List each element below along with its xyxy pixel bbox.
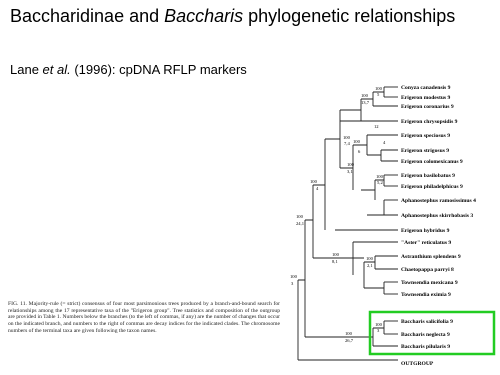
taxon-label: Astranthium splendens 9 xyxy=(401,254,461,260)
support-value: 100 xyxy=(310,179,317,184)
taxon-label: Conyza canadensis 9 xyxy=(401,85,451,91)
taxon-label: Erigeron modestus 9 xyxy=(401,95,451,101)
support-value: 3 xyxy=(377,328,380,333)
slide-subtitle-italic: et al. xyxy=(42,62,71,77)
taxon-label: Baccharis pilularis 9 xyxy=(401,344,451,350)
taxon-label: OUTGROUP xyxy=(401,361,434,367)
taxon-label: Townsendia mexicana 9 xyxy=(401,280,458,286)
tree-clade xyxy=(340,242,384,294)
support-value: 100 xyxy=(353,139,360,144)
figure-caption: FIG. 11. Majority-rule (= strict) consensus of four most parsimonious trees produced by a branch-and-bound search for relationships among the 17 representative taxa of the "Erigeron group". Tree statistics and composition of the outgroup are provided in Table 1. Numbers below the branches (to the left of commas, if any) are the number of changes that occur on the indicated branch, and numbers to the right of commas are decay indices for the indicated clades. The chromosome numbers of the terminal taxa are given following the taxon names. xyxy=(8,301,280,334)
support-value: 13,7 xyxy=(361,100,370,105)
slide-subtitle-part1: Lane xyxy=(10,62,43,77)
taxon-label: Townsendia eximia 9 xyxy=(401,292,451,298)
support-value: 4 xyxy=(383,140,386,145)
support-value: 24,1 xyxy=(296,221,305,226)
taxon-label: Erigeron chrysopsidis 9 xyxy=(401,119,458,125)
support-value: 100 xyxy=(375,322,382,327)
support-value: 3 xyxy=(291,281,294,286)
slide-subtitle-part2: (1996): cpDNA RFLP markers xyxy=(70,62,247,77)
slide-title-part1: Baccharidinae and xyxy=(10,6,165,26)
taxon-label: Erigeron speciosus 9 xyxy=(401,133,450,139)
support-value: 100 xyxy=(375,86,382,91)
slide-title-italic: Baccharis xyxy=(164,6,244,26)
taxon-label: Erigeron basilobatus 9 xyxy=(401,173,455,179)
support-value: 100 xyxy=(345,331,352,336)
support-value: 100 xyxy=(290,274,297,279)
support-value: 100 xyxy=(332,252,339,257)
tree-clade xyxy=(305,185,340,258)
slide-subtitle xyxy=(10,62,247,77)
taxon-label: Erigeron strigosus 9 xyxy=(401,148,450,154)
support-value: 100 xyxy=(361,93,368,98)
taxon-label: Aphanostephus ramosissimus 4 xyxy=(401,198,476,204)
support-value: 4 xyxy=(316,186,319,191)
taxon-label: Erigeron philadelphicus 9 xyxy=(401,184,463,190)
support-value: 26,7 xyxy=(345,338,354,343)
support-value: 12 xyxy=(374,124,379,129)
slide-title xyxy=(10,6,455,27)
taxon-label: Chaetopappa parryi 8 xyxy=(401,267,454,273)
taxon-label: Erigeron hybridus 9 xyxy=(401,228,450,234)
taxon-label: Erigeron coronarius 9 xyxy=(401,104,454,110)
support-value: 7,4 xyxy=(344,141,350,146)
support-value: 2,1 xyxy=(367,263,373,268)
support-value: 100 xyxy=(343,135,350,140)
phylogenetic-tree xyxy=(280,80,498,370)
support-value: 100 xyxy=(347,162,354,167)
support-value: 100 xyxy=(376,174,383,179)
taxon-label: Baccharis salicifolia 9 xyxy=(401,319,453,325)
support-value: 100 xyxy=(366,256,373,261)
support-value: 6 xyxy=(358,149,361,154)
tree-clade xyxy=(313,110,340,230)
support-value: 5 xyxy=(377,92,380,97)
support-value: 5,2 xyxy=(377,180,383,185)
support-value: 8,1 xyxy=(332,259,338,264)
taxon-label: "Aster" reticulatus 9 xyxy=(401,240,452,246)
support-value: 100 xyxy=(296,214,303,219)
taxon-label: Erigeron colomexicanus 9 xyxy=(401,159,463,165)
taxon-label: Baccharis neglecta 9 xyxy=(401,332,450,338)
support-value: 3,1 xyxy=(347,169,353,174)
taxon-label: Aphanostephus skirrhobasis 3 xyxy=(401,213,474,219)
slide-title-part2: phylogenetic relationships xyxy=(243,6,456,26)
